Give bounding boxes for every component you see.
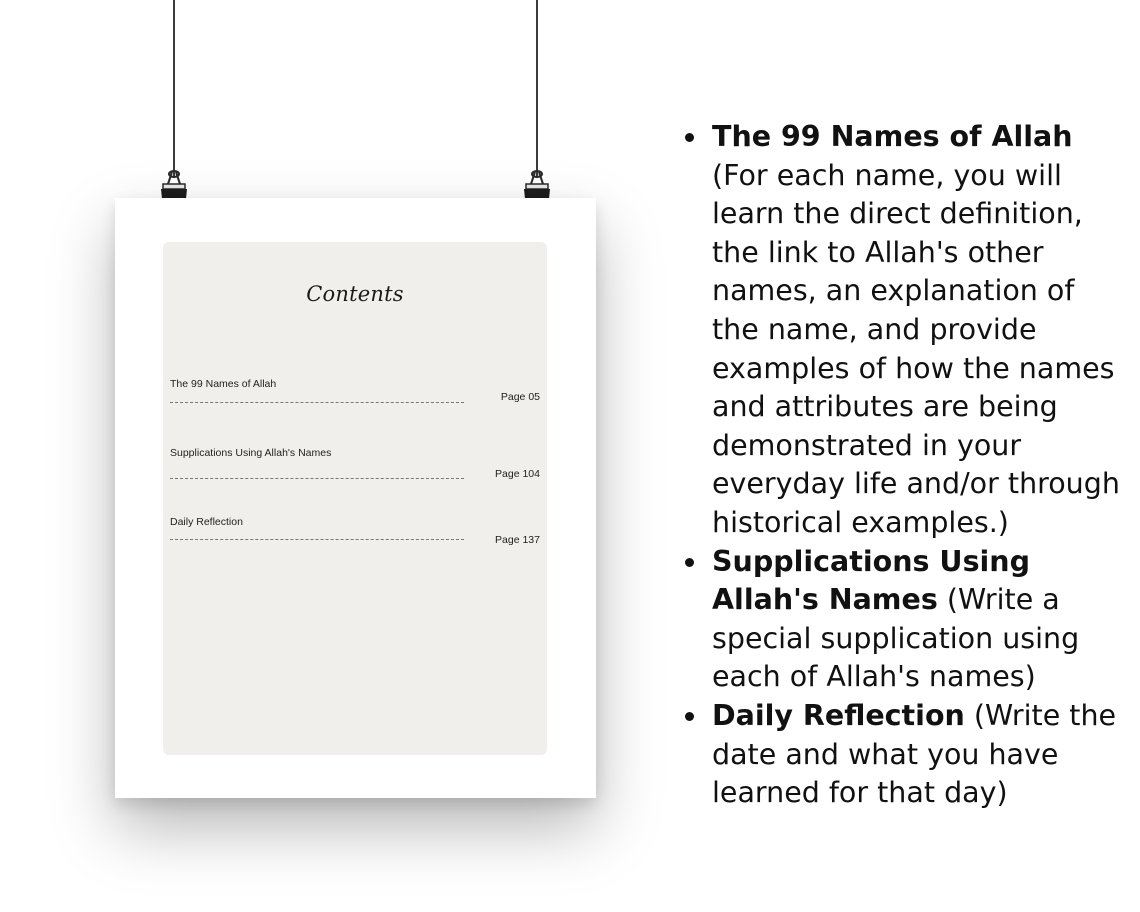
contents-panel bbox=[163, 242, 547, 755]
toc-entry-label: The 99 Names of Allah bbox=[170, 378, 277, 390]
contents-title: Contents bbox=[306, 282, 404, 306]
toc-entry bbox=[170, 516, 540, 556]
feature-item bbox=[680, 543, 1120, 697]
toc-entry-page: Page 05 bbox=[500, 391, 540, 403]
feature-list bbox=[680, 118, 1120, 813]
feature-description: (Write the date and what you have learned for that day) bbox=[712, 698, 1117, 810]
toc-entry bbox=[170, 378, 540, 418]
toc-entry bbox=[170, 447, 540, 487]
toc-dotted-leader bbox=[170, 402, 464, 403]
hanging-string-left bbox=[173, 0, 175, 178]
feature-description: (For each name, you will learn the direct definition, the link to Allah's other names, an explanation of the name, and provide examples of how the names and attributes are being demonstrated in your everyday life and/or through historical examples.) bbox=[712, 158, 1120, 539]
feature-title: Supplications Using Allah's Names bbox=[712, 544, 1030, 617]
hanging-string-right bbox=[536, 0, 538, 178]
toc-entry-label: Daily Reflection bbox=[170, 516, 243, 528]
toc-entry-page: Page 137 bbox=[495, 534, 540, 546]
feature-title: Daily Reflection bbox=[712, 698, 965, 732]
toc-dotted-leader bbox=[170, 478, 464, 479]
toc-dotted-leader bbox=[170, 539, 464, 540]
poster-sheet bbox=[115, 198, 596, 798]
feature-item bbox=[680, 118, 1120, 543]
feature-item bbox=[680, 697, 1120, 813]
feature-description: (Write a special supplication using each of Allah's names) bbox=[712, 583, 1080, 694]
toc-entry-page: Page 104 bbox=[495, 468, 540, 480]
toc-entry-label: Supplications Using Allah's Names bbox=[170, 447, 332, 459]
feature-title: The 99 Names of Allah bbox=[712, 120, 1073, 153]
